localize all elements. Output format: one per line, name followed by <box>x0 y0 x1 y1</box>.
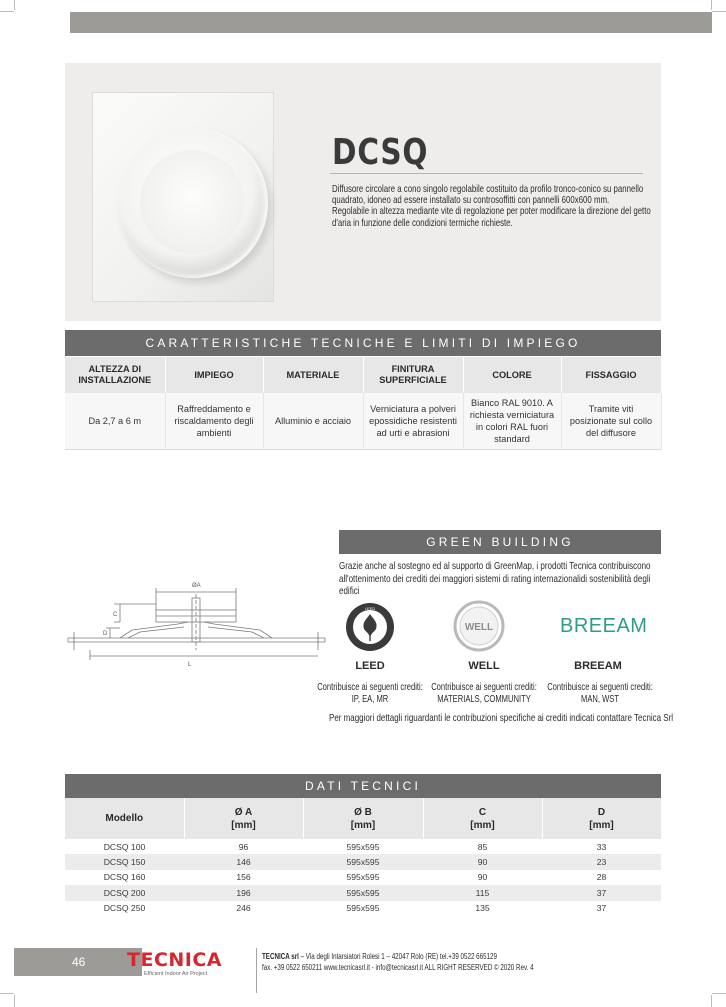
table-cell: 595x595 <box>303 870 423 885</box>
tech-data-header-unit: [mm] <box>589 819 614 831</box>
header-bar <box>70 12 712 33</box>
tech-data-bar <box>65 774 661 798</box>
page-number: 46 <box>72 955 86 969</box>
specs-cell: Bianco RAL 9010. A richiesta verniciatura in colori RAL fuori standard <box>463 393 561 450</box>
well-credits <box>427 682 541 706</box>
table-cell: 37 <box>542 885 661 900</box>
footer-company: TECNICA srl <box>262 952 299 961</box>
specs-table <box>65 357 662 450</box>
table-cell: 595x595 <box>303 839 423 854</box>
table-row <box>65 854 661 869</box>
crop-mark <box>0 993 14 994</box>
title-divider <box>330 173 643 174</box>
tech-data-header-label: C <box>478 806 487 818</box>
table-cell: 85 <box>423 839 542 854</box>
table-cell: 246 <box>184 901 303 916</box>
tech-data-header <box>65 798 184 839</box>
specs-cell: Raffreddamento e riscaldamento degli ambienti <box>165 393 263 450</box>
tech-data-header <box>303 798 423 839</box>
well-logo <box>453 600 505 652</box>
crop-mark <box>711 995 712 1007</box>
product-description <box>332 184 657 229</box>
crop-mark <box>14 0 15 10</box>
tech-data-header-unit: [mm] <box>470 819 495 831</box>
table-cell: 595x595 <box>303 854 423 869</box>
breeam-logo <box>560 615 647 638</box>
table-row <box>65 885 661 900</box>
specs-header: ALTEZZA DI INSTALLAZIONE <box>65 357 165 393</box>
table-cell: DCSQ 200 <box>65 885 184 900</box>
tech-data-header-label: Modello <box>105 813 144 824</box>
table-cell: 33 <box>542 839 661 854</box>
green-building-note: Per maggiori dettagli riguardanti le contribuzioni specifiche ai crediti indicati contattare Tecnica Srl <box>329 712 674 724</box>
table-cell: 146 <box>184 854 303 869</box>
well-credits-list: MATERIALS, COMMUNITY <box>437 694 531 705</box>
crop-mark <box>712 993 726 994</box>
green-building-bar <box>339 530 661 554</box>
well-logo-text: WELL <box>464 622 494 633</box>
footer-divider <box>256 948 257 993</box>
specs-cell: Verniciatura a polveri epossidiche resistenti ad urti e abrasioni <box>363 393 463 450</box>
drawing-label: D <box>103 631 108 637</box>
leed-logo <box>345 602 395 652</box>
table-cell: DCSQ 250 <box>65 901 184 916</box>
specs-section-bar <box>65 330 661 356</box>
technical-drawing <box>60 570 330 675</box>
tech-data-table <box>65 798 662 916</box>
green-building-intro <box>339 560 660 598</box>
specs-header: FINITURA SUPERFICIALE <box>363 357 463 393</box>
tech-data-header-unit: [mm] <box>350 819 376 831</box>
specs-row <box>65 393 661 450</box>
tech-data-header-unit: [mm] <box>231 819 256 831</box>
product-photo-cone-center <box>140 150 244 254</box>
breeam-credits-caption: Contribuisce ai seguenti crediti: <box>547 682 653 693</box>
drawing-label: ØA <box>192 583 201 589</box>
breeam-label: BREEAM <box>574 660 622 672</box>
crop-mark <box>711 0 712 10</box>
leed-logo-text: LEED <box>364 606 376 611</box>
table-row <box>65 901 661 916</box>
tech-data-header <box>423 798 542 839</box>
breeam-logo-text: BREEAM <box>560 615 648 637</box>
table-cell: 28 <box>542 870 661 885</box>
specs-header: FISSAGGIO <box>561 357 661 393</box>
tech-data-header-label: D <box>597 806 606 818</box>
leed-credits-caption: Contribuisce ai seguenti crediti: <box>317 682 423 693</box>
table-cell: 115 <box>423 885 542 900</box>
breeam-credits-list: MAN, WST <box>581 694 619 705</box>
tech-data-title: DATI TECNICI <box>305 779 421 793</box>
table-cell: 23 <box>542 854 661 869</box>
footer-contact-line: fax. +39 0522 650211 www.tecnicasrl.it - info@tecnicasrl.it ALL RIGHT RESERVED © 2020 Rev. 4 <box>262 963 534 972</box>
footer-contacts <box>262 951 534 973</box>
crop-mark <box>0 11 14 12</box>
crop-mark <box>14 995 15 1007</box>
drawing-label: L <box>188 662 192 668</box>
table-cell: DCSQ 150 <box>65 854 184 869</box>
table-cell: DCSQ 100 <box>65 839 184 854</box>
crop-mark <box>712 11 726 12</box>
table-cell: 595x595 <box>303 885 423 900</box>
table-cell: 595x595 <box>303 901 423 916</box>
leed-label: LEED <box>355 660 385 672</box>
specs-section-title: CARATTERISTICHE TECNICHE E LIMITI DI IMPIEGO <box>145 336 581 350</box>
drawing-label: C <box>113 612 118 618</box>
specs-header: MATERIALE <box>263 357 363 393</box>
specs-cell: Tramite viti posizionate sul collo del diffusore <box>561 393 661 450</box>
tech-data-header <box>542 798 661 839</box>
tech-data-header-label: Ø A <box>234 806 253 818</box>
specs-header: IMPIEGO <box>165 357 263 393</box>
footer-address: – Via degli Intarsiatori Rolesi 1 – 42047 Rolo (RE) tel.+39 0522 665129 <box>298 952 497 961</box>
green-building-intro-text: Grazie anche al sostegno ed al supporto di GreenMap, i prodotti Tecnica contribuiscono all'ottenimento dei crediti dei maggiori sistemi di rating internazionalidi sostenibilità degli edifici <box>339 560 651 597</box>
table-cell: DCSQ 160 <box>65 870 184 885</box>
leed-credits-list: IP, EA, MR <box>351 694 389 705</box>
brand-logo: TECNICA <box>127 949 223 971</box>
specs-cell: Da 2,7 a 6 m <box>65 393 165 450</box>
table-row <box>65 870 661 885</box>
product-title: DCSQ <box>332 132 429 173</box>
table-cell: 96 <box>184 839 303 854</box>
specs-header: COLORE <box>463 357 561 393</box>
table-cell: 196 <box>184 885 303 900</box>
breeam-credits <box>543 682 657 706</box>
table-cell: 135 <box>423 901 542 916</box>
green-building-title: GREEN BUILDING <box>426 535 574 549</box>
well-credits-caption: Contribuisce ai seguenti crediti: <box>431 682 537 693</box>
specs-cell: Alluminio e acciaio <box>263 393 363 450</box>
description-paragraph: Regolabile in altezza mediante vite di regolazione per poter modificare la direzione del getto d'aria in funzione delle condizioni termiche richieste. <box>332 206 651 229</box>
table-row <box>65 839 661 854</box>
description-paragraph: Diffusore circolare a cono singolo regolabile costituito da profilo tronco-conico su pannello quadrato, idoneo ad essere installato su controsoffitti con pannelli 600x600 mm. <box>332 184 644 207</box>
brand-tagline: Efficient Indoor Air Project <box>144 971 208 977</box>
tech-data-header-label: Ø B <box>354 806 372 818</box>
table-cell: 90 <box>423 870 542 885</box>
table-cell: 156 <box>184 870 303 885</box>
table-cell: 90 <box>423 854 542 869</box>
table-cell: 37 <box>542 901 661 916</box>
well-label: WELL <box>468 660 500 672</box>
tech-data-header <box>184 798 303 839</box>
leed-credits <box>313 682 427 706</box>
